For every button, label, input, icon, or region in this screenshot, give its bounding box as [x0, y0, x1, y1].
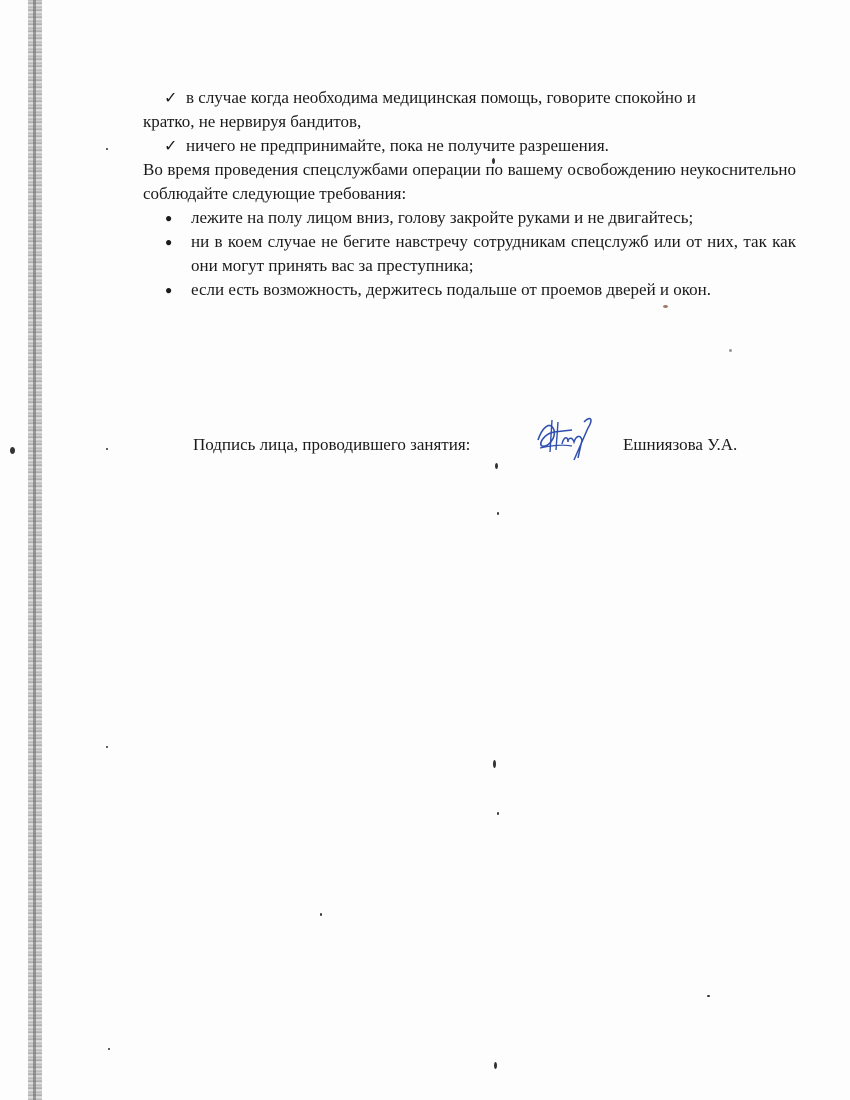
list-item-text: ни в коем случае не бегите навстречу сотрудникам спецслужб или от них, так как они могут принять вас за преступника;	[191, 232, 796, 275]
bullet-icon: ●	[165, 283, 173, 297]
signature-label: Подпись лица, проводившего занятия:	[193, 435, 471, 454]
check-item	[164, 134, 609, 159]
list-item-text: лежите на полу лицом вниз, голову закройте руками и не двигайтесь;	[191, 208, 694, 227]
handwritten-signature	[528, 408, 600, 464]
list-item-text: если есть возможность, держитесь подальше от проемов дверей и окон.	[191, 280, 712, 299]
scan-speck	[10, 447, 15, 454]
check-item-continuation	[143, 110, 361, 134]
scan-speck	[497, 512, 499, 515]
list-item	[165, 230, 796, 278]
scan-speck	[320, 913, 322, 916]
bullet-icon: ●	[165, 211, 173, 225]
instructions-paragraph: Во время проведения спецслужбами операции по вашему освобождению неукоснительно соблюдайте следующие требования:	[143, 160, 796, 203]
checkmark-icon: ✓	[164, 138, 178, 155]
scan-speck	[663, 305, 668, 308]
scan-speck	[493, 760, 496, 768]
scan-speck	[108, 1048, 110, 1050]
check-item	[164, 86, 696, 111]
list-item	[165, 206, 796, 230]
checkmark-icon: ✓	[164, 90, 178, 107]
scan-speck	[106, 148, 108, 150]
check-item-text: ничего не предпринимайте, пока не получите разрешения.	[186, 136, 609, 155]
scan-speck	[729, 349, 732, 352]
signer-name: Ешниязова У.А.	[623, 435, 738, 454]
scan-speck	[707, 995, 710, 997]
scan-speck	[494, 1062, 497, 1069]
bullet-icon: ●	[165, 235, 173, 249]
list-item	[165, 278, 796, 302]
scan-speck	[495, 463, 498, 469]
check-item-text: кратко, не нервируя бандитов,	[143, 112, 362, 131]
scan-edge-line	[33, 0, 36, 1100]
check-item-text: в случае когда необходима медицинская помощь, говорите спокойно и	[186, 88, 696, 107]
scan-speck	[497, 812, 499, 815]
scan-speck	[106, 448, 108, 450]
scan-speck	[106, 746, 108, 748]
